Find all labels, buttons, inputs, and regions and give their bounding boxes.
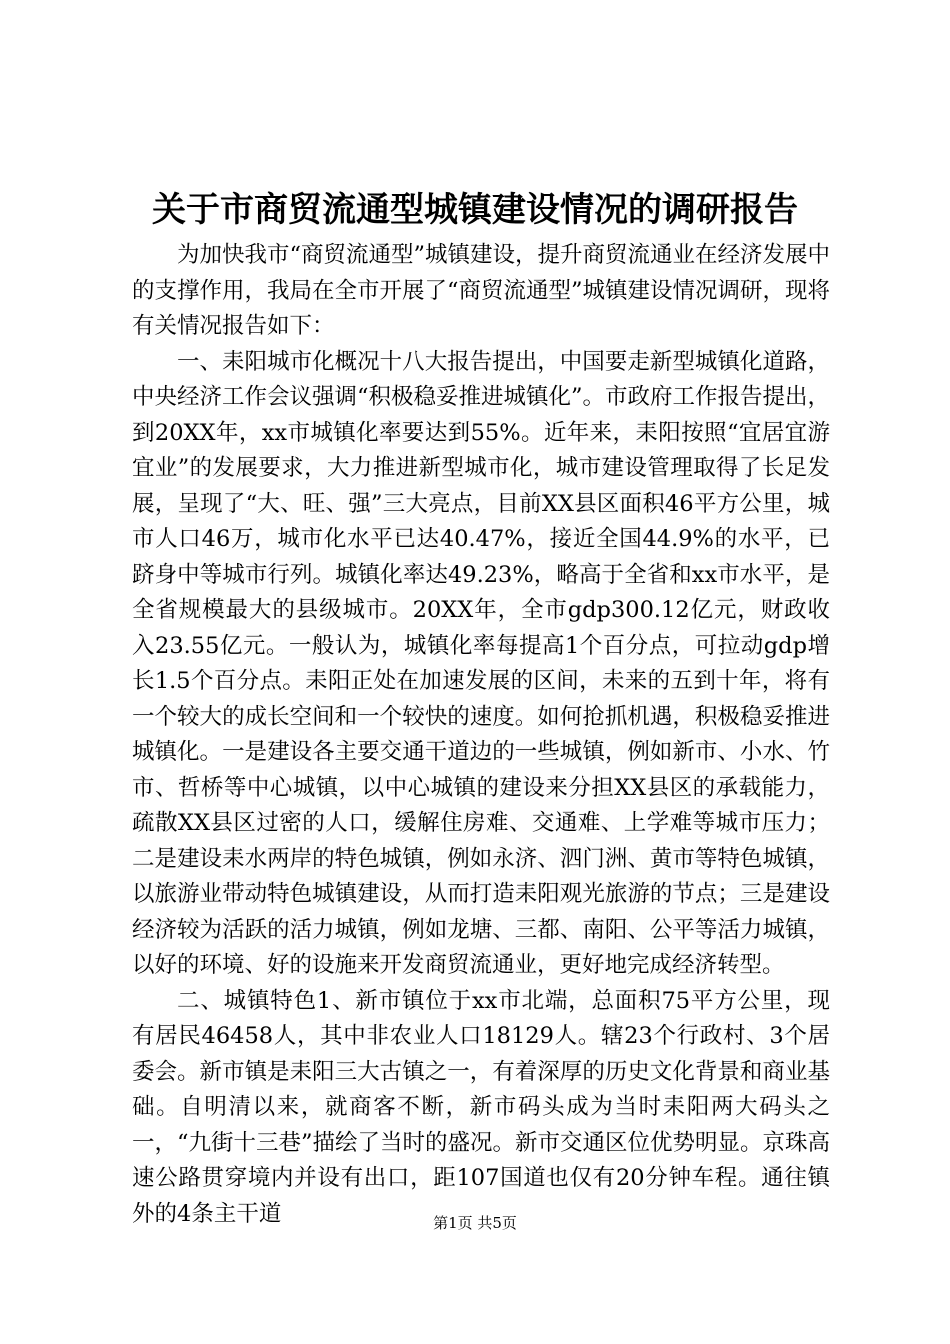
document-title: 关于市商贸流通型城镇建设情况的调研报告 (152, 190, 798, 230)
document-body (132, 238, 830, 1232)
page-number-footer: 第1页 共5页 (433, 1214, 517, 1232)
paragraph-intro: 为加快我市“商贸流通型”城镇建设，提升商贸流通业在经济发展中的支撑作用，我局在全市开展了“商贸流通型”城镇建设情况调研，现将有关情况报告如下： (132, 242, 831, 339)
paragraph-section-2: 二、城镇特色1、新市镇位于xx市北端，总面积75平方公里，现有居民46458人，其中非农业人口18129人。辖23个行政村、3个居委会。新市镇是耒阳三大古镇之一，有着深厚的历史文化背景和商业基础。自明清以来，就商客不断，新市码头成为当时耒阳两大码头之一，“九街十三巷”描绘了当时的盛况。新市交通区位优势明显。京珠高速公路贯穿境内并设有出口，距107国道也仅有20分钟车程。通往镇外的4条主干道 (132, 987, 831, 1227)
paragraph-section-1: 一、耒阳城市化概况十八大报告提出，中国要走新型城镇化道路，中央经济工作会议强调“积极稳妥推进城镇化”。市政府工作报告提出，到20XX年，xx市城镇化率要达到55%。近年来，耒阳按照“宜居宜游宜业”的发展要求，大力推进新型城市化，城市建设管理取得了长足发展，呈现了“大、旺、强”三大亮点，目前XX县区面积46平方公里，城市人口46万，城市化水平已达40.47%，接近全国44.9%的水平，已跻身中等城市行列。城镇化率达49.23%，略高于全省和xx市水平，是全省规模最大的县级城市。20XX年，全市gdp300.12亿元，财政收入23.55亿元。一般认为，城镇化率每提高1个百分点，可拉动gdp增长1.5个百分点。耒阳正处在加速发展的区间，未来的五到十年，将有一个较大的成长空间和一个较快的速度。如何抢抓机遇，积极稳妥推进城镇化。一是建设各主要交通干道边的一些城镇，例如新市、小水、竹市、哲桥等中心城镇，以中心城镇的建设来分担XX县区的承载能力，疏散XX县区过密的人口，缓解住房难、交通难、上学难等城市压力；二是建设耒水两岸的特色城镇，例如永济、泗门洲、黄市等特色城镇，以旅游业带动特色城镇建设，从而打造耒阳观光旅游的节点；三是建设经济较为活跃的活力城镇，例如龙塘、三都、南阳、公平等活力城镇，以好的环境、好的设施来开发商贸流通业，更好地完成经济转型。 (132, 348, 831, 978)
